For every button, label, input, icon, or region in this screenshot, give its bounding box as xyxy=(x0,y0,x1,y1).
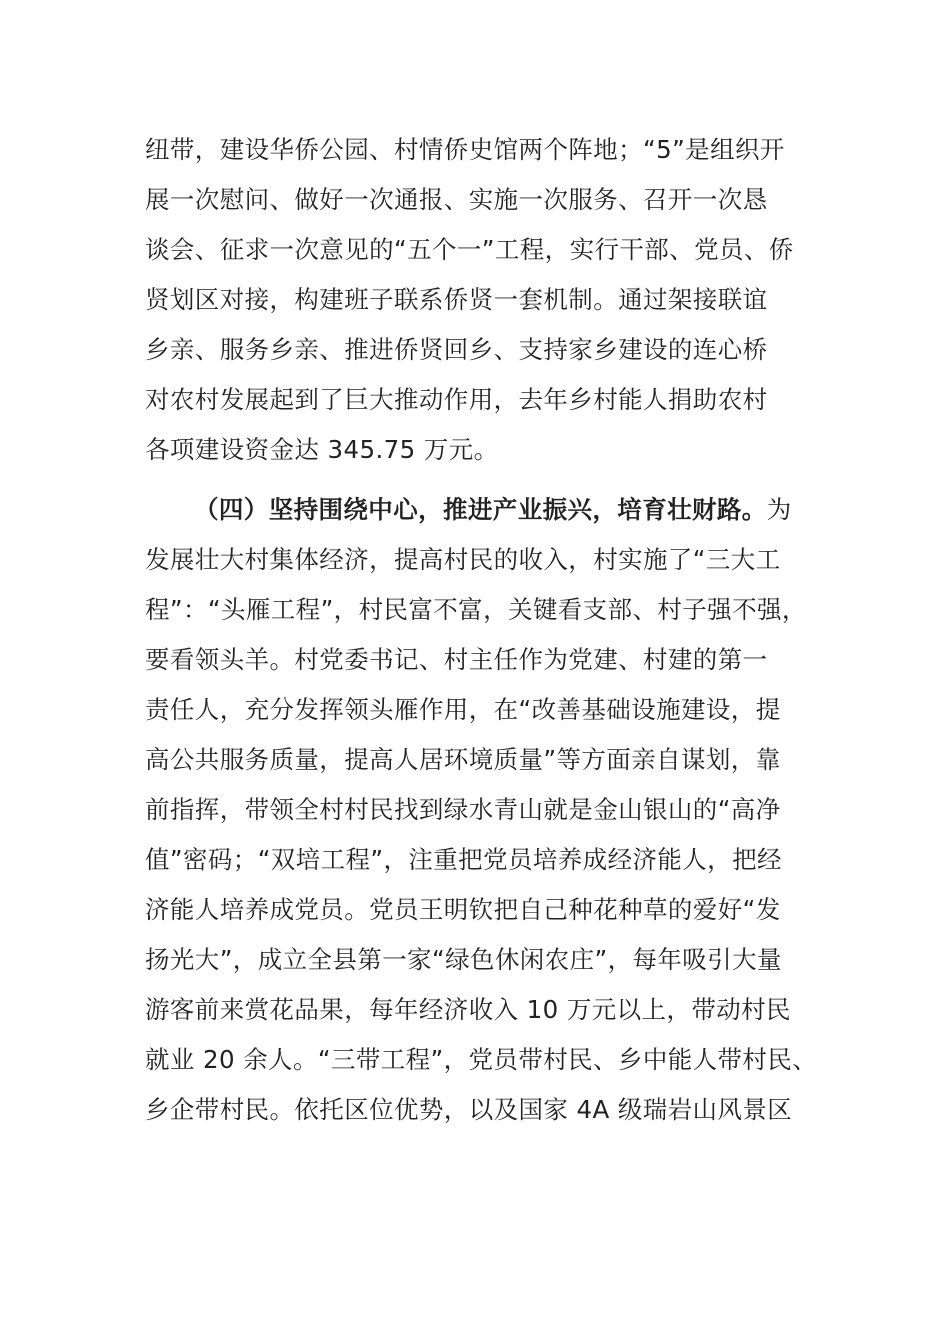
paragraph-1-line-3: 谈会、征求一次意见的“五个一”工程，实行干部、党员、侨 xyxy=(145,235,794,264)
paragraph-2-line-3: 程”：“头雁工程”，村民富不富，关键看支部、村子强不强， xyxy=(145,595,807,624)
paragraph-2-line-9: 济能人培养成党员。党员王明钦把自己种花种草的爱好“发 xyxy=(145,895,781,924)
paragraph-2-line-12: 就业 20 余人。“三带工程”，党员带村民、乡中能人带村民、 xyxy=(145,1045,818,1074)
paragraph-2-line-7: 前指挥，带领全村村民找到绿水青山就是金山银山的“高净 xyxy=(145,795,781,824)
paragraph-1-line-2: 展一次慰问、做好一次通报、实施一次服务、召开一次恳 xyxy=(145,185,768,214)
paragraph-1-line-5: 乡亲、服务乡亲、推进侨贤回乡、支持家乡建设的连心桥 xyxy=(145,335,768,364)
paragraph-1-line-6: 对农村发展起到了巨大推动作用，去年乡村能人捐助农村 xyxy=(145,385,768,414)
paragraph-2-line-13: 乡企带村民。依托区位优势，以及国家 4A 级瑞岩山风景区 xyxy=(145,1095,793,1124)
paragraph-2-line-4: 要看领头羊。村党委书记、村主任作为党建、村建的第一 xyxy=(145,645,768,674)
section-heading: （四）坚持围绕中心，推进产业振兴，培育壮财路。 xyxy=(194,495,767,524)
paragraph-2-first-line xyxy=(194,494,792,526)
paragraph-2-line-10: 扬光大”，成立全县第一家“绿色休闲农庄”，每年吸引大量 xyxy=(145,945,782,974)
paragraph-1-line-4: 贤划区对接，构建班子联系侨贤一套机制。通过架接联谊 xyxy=(145,285,768,314)
paragraph-2-line-6: 高公共服务质量，提高人居环境质量”等方面亲自谋划，靠 xyxy=(145,745,781,774)
paragraph-2-first-line-rest: 为 xyxy=(766,495,792,524)
paragraph-1-line-7: 各项建设资金达 345.75 万元。 xyxy=(145,435,499,464)
paragraph-2-line-5: 责任人，充分发挥领头雁作用，在“改善基础设施建设，提 xyxy=(145,695,781,724)
paragraph-2-line-2: 发展壮大村集体经济，提高村民的收入，村实施了“三大工 xyxy=(145,545,781,574)
paragraph-2-line-8: 值”密码；“双培工程”，注重把党员培养成经济能人，把经 xyxy=(145,845,782,874)
paragraph-2-line-11: 游客前来赏花品果，每年经济收入 10 万元以上，带动村民 xyxy=(145,995,791,1024)
paragraph-1-line-1: 纽带，建设华侨公园、村情侨史馆两个阵地；“5”是组织开 xyxy=(145,135,785,164)
